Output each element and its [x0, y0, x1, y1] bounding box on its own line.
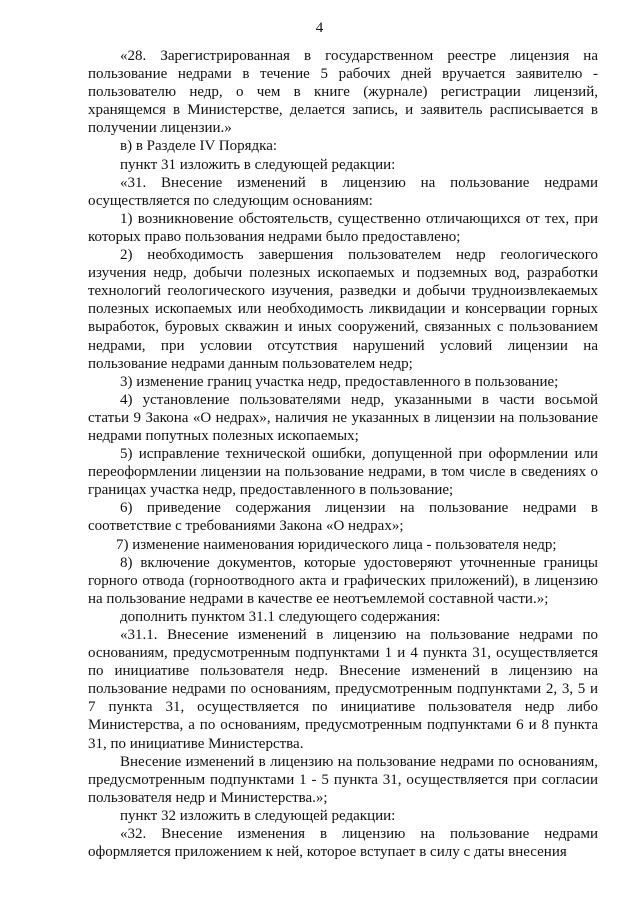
paragraph-31-item-7: 7) изменение наименования юридического лица - пользователя недр; — [116, 536, 557, 553]
paragraph-section-iv: в) в Разделе IV Порядка: — [120, 138, 278, 155]
paragraph-31-1-consent: Внесение изменений в лицензию на пользование недрами по основаниям, предусмотренным подпунктами 1 - 5 пункта 31, осуществляется при согласии пользователя недр и Министерства.»; — [88, 753, 598, 806]
paragraph-31-item-4: 4) установление пользователями недр, указанными в части восьмой статьи 9 Закона «О недрах», наличия не указанных в лицензии на пользование недрами попутных полезных ископаемых; — [88, 391, 598, 444]
paragraph-31: «31. Внесение изменений в лицензию на пользование недрами осуществляется по следующим основаниям: — [88, 174, 598, 209]
paragraph-28: «28. Зарегистрированная в государственном реестре лицензия на пользование недрами в течение 5 рабочих дней вручается заявителю - пользователю недр, о чем в книге (журнале) регистрации лицензий, хранящемся в Министерстве, делается запись, и заявитель расписывается в получении лицензии.» — [88, 48, 598, 137]
paragraph-point-31-intro: пункт 31 изложить в следующей редакции: — [120, 156, 396, 173]
paragraph-31-item-5: 5) исправление технической ошибки, допущенной при оформлении или переоформлении лицензии на пользование недрами, в том числе в сведениях о границах участка недр, предоставленного в пользование; — [88, 446, 598, 499]
paragraph-31-item-3: 3) изменение границ участка недр, предоставленного в пользование; — [120, 373, 559, 390]
paragraph-31-item-8: 8) включение документов, которые удостоверяют уточненные границы горного отвода (горноотводного акта и графических приложений), в лицензию на пользование недрами в качестве ее неотъемлемой составной части.»; — [88, 554, 598, 607]
paragraph-31-item-1: 1) возникновение обстоятельств, существенно отличающихся от тех, при которых право пользования недрами было предоставлено; — [88, 210, 598, 245]
paragraph-32: «32. Внесение изменения в лицензию на пользование недрами оформляется приложением к ней, которое вступает в силу с даты внесения — [88, 826, 598, 861]
paragraph-point-32-intro: пункт 32 изложить в следующей редакции: — [120, 807, 396, 824]
paragraph-add-31-1: дополнить пунктом 31.1 следующего содержания: — [120, 608, 441, 625]
paragraph-31-item-2: 2) необходимость завершения пользователем недр геологического изучения недр, добычи полезных ископаемых и подземных вод, разработки технологий геологического изучения, разведки и добычи трудноизвлекаемых полезных ископаемых или необходимость ликвидации и консервации горных выработок, буровых скважин и иных сооружений, связанных с пользованием недрами, при условии отсутствия нарушений условий лицензии на пользование недрами данным пользователем недр; — [88, 247, 598, 372]
page-number: 4 — [315, 20, 324, 36]
paragraph-31-item-6: 6) приведение содержания лицензии на пользование недрами в соответствие с требованиями Закона «О недрах»; — [88, 500, 598, 535]
document-body — [88, 47, 598, 861]
paragraph-31-1: «31.1. Внесение изменений в лицензию на пользование недрами по основаниям, предусмотренным подпунктами 1 и 4 пункта 31, осуществляется по инициативе пользователя недр. Внесение изменений в лицензию на пользование недрами по основаниям, предусмотренным подпунктами 2, 3, 5 и 7 пункта 31, осуществляется по инициативе пользователя недр либо Министерства, а по основаниям, предусмотренным подпунктами 6 и 8 пункта 31, по инициативе Министерства. — [88, 627, 598, 752]
